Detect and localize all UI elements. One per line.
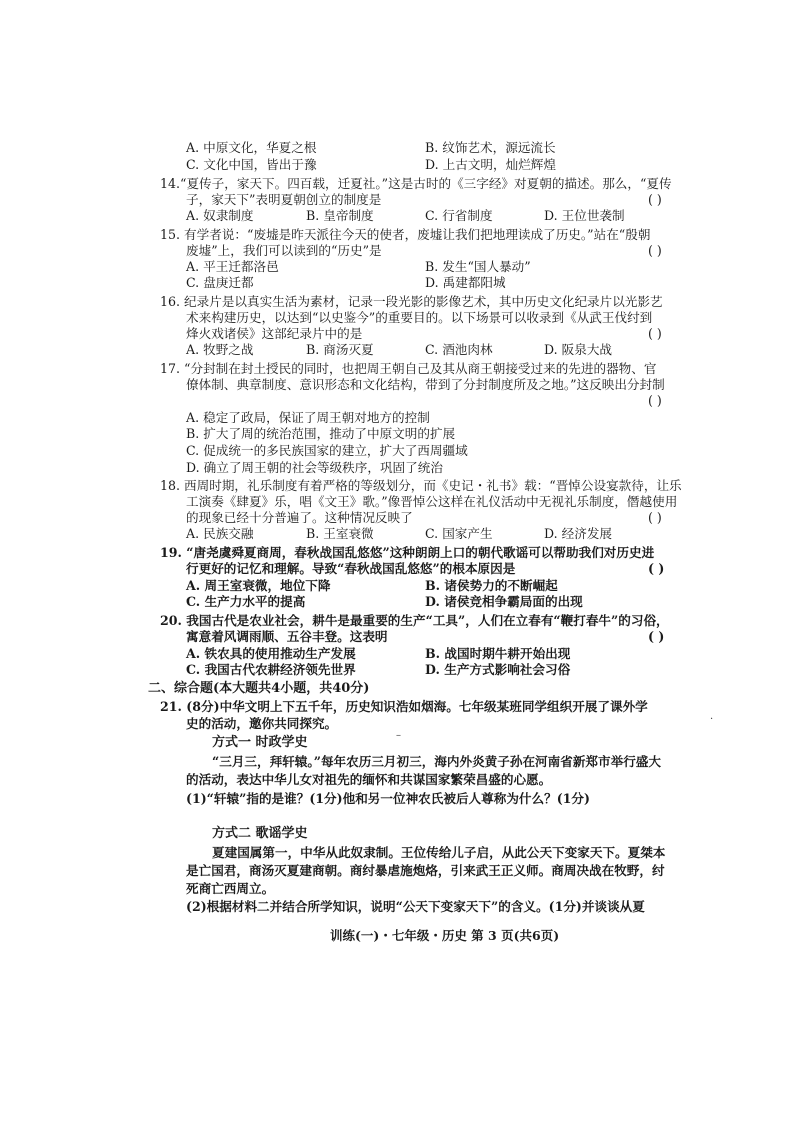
q16-stem-line1: 16. 纪录片是以真实生活为素材，记录一段光影的影像艺术，其中历史文化纪录片以光影艺 — [160, 294, 663, 309]
q18-stem-line3: 的现象已经十分普遍了。这种情况反映了 — [186, 510, 413, 525]
q19-stem-line2: 行更好的记忆和理解。导致“春秋战国乱悠悠”的根本原因是 — [186, 561, 516, 576]
page-footer: 训练(一)・七年级・历史 第 3 页(共6页) — [330, 928, 560, 943]
q14-answer-bracket: ( ) — [648, 192, 662, 207]
q16-option-b: B. 商汤灭夏 — [306, 342, 374, 357]
q19-stem-line1: 19. “唐尧虞舜夏商周，春秋战国乱悠悠”这种朗朗上口的朝代歌谣可以帮助我们对历史进 — [160, 545, 655, 560]
q20-option-b: B. 战国时期牛耕开始出现 — [425, 646, 571, 661]
q21-stem-line2: 史的活动，邀你共同探究。 — [186, 716, 338, 731]
q21-stem-line1: 21. (8分)中华文明上下五千年，历史知识浩如烟海。七年级某班同学组织开展了课外学 — [160, 699, 648, 714]
q21-way2-material-line3: 死商亡西周立。 — [186, 881, 275, 896]
q15-option-b: B. 发生“国人暴动” — [425, 259, 531, 274]
q19-option-a: A. 周王室衰微，地位下降 — [186, 578, 331, 593]
q20-stem-line1: 20. 我国古代是农业社会，耕牛是最重要的生产“工具”，人们在立春有“鞭打春牛”的习俗， — [160, 613, 669, 628]
q17-option-d: D. 确立了周王朝的社会等级秩序，巩固了统治 — [186, 460, 443, 475]
q15-answer-bracket: ( ) — [648, 243, 662, 258]
q21-way2-title: 方式二 歌谣学史 — [212, 826, 308, 841]
q16-option-c: C. 酒池肉林 — [425, 342, 493, 357]
q19-option-d: D. 诸侯竞相争霸局面的出现 — [425, 594, 583, 609]
q15-option-c: C. 盘庚迁都 — [186, 275, 254, 290]
q18-stem-line1: 18. 西周时期，礼乐制度有着严格的等级划分，而《史记・礼书》载：“晋悼公设宴款待，让乐 — [160, 478, 682, 493]
q17-stem-line1: 17. “分封制在封土授民的同时，也把周王朝自己及其从商王朝接受过来的先进的器物、官 — [160, 361, 657, 376]
q20-answer-bracket: ( ) — [648, 629, 665, 644]
q21-way1-material-line1: “三月三，拜轩辕。”每年农历三月初三，海内外炎黄子孙在河南省新郑市举行盛大 — [212, 754, 661, 769]
q17-stem-line2: 僚体制、典章制度、意识形态和文化结构，带到了分封制度所及之地。”这反映出分封制 — [186, 377, 665, 392]
q16-option-a: A. 牧野之战 — [186, 342, 254, 357]
q16-stem-line3: 烽火戏诸侯》这部纪录片中的是 — [186, 326, 363, 341]
q21-way1-material-line2: 的活动，表达中华儿女对祖先的缅怀和共谋国家繁荣昌盛的心愿。 — [186, 772, 552, 787]
q17-option-a: A. 稳定了政局，保证了周王朝对地方的控制 — [186, 410, 430, 425]
q13-option-b: B. 纹饰艺术，源远流长 — [425, 140, 556, 155]
q14-option-c: C. 行省制度 — [425, 208, 493, 223]
q21-subquestion-1: (1)“轩辕”指的是谁？(1分)他和另一位神农氏被后人尊称为什么？(1分) — [186, 791, 590, 806]
q18-option-b: B. 王室衰微 — [306, 526, 374, 541]
q14-stem-line1: 14.“夏传子，家天下。四百载，迁夏社。”这是古时的《三字经》对夏朝的描述。那么，“夏传 — [160, 176, 672, 191]
q19-option-b: B. 诸侯势力的不断崛起 — [425, 578, 558, 593]
q15-stem-line1: 15. 有学者说：“废墟是昨天派往今天的使者，废墟让我们把地理读成了历史。”站在“殷朝 — [160, 227, 651, 242]
q17-option-c: C. 促成统一的多民族国家的建立，扩大了西周疆域 — [186, 443, 468, 458]
q19-option-c: C. 生产力水平的提高 — [186, 594, 306, 609]
q18-stem-line2: 工演奏《肆夏》乐，唱《文王》歌。”像晋悼公这样在礼仪活动中无视礼乐制度，僭越使用 — [186, 494, 678, 509]
q20-option-a: A. 铁农具的使用推动生产发展 — [186, 646, 356, 661]
q13-option-a: A. 中原文化，华夏之根 — [186, 140, 317, 155]
q13-option-c: C. 文化中国，皆出于豫 — [186, 157, 317, 172]
q21-way2-material-line1: 夏建国属第一，中华从此奴隶制。王位传给儿子启，从此公天下变家天下。夏桀本 — [212, 845, 666, 860]
q15-option-a: A. 平王迁都洛邑 — [186, 259, 279, 274]
q19-answer-bracket: ( ) — [648, 561, 665, 576]
q16-stem-line2: 术来构建历史，以达到“以史鉴今”的重要目的。以下场景可以收录到《从武王伐纣到 — [186, 310, 653, 325]
q20-option-c: C. 我国古代农耕经济领先世界 — [186, 662, 356, 677]
q20-stem-line2: 寓意着风调雨顺、五谷丰登。这表明 — [186, 629, 388, 644]
q16-option-d: D. 阪泉大战 — [544, 342, 613, 357]
scan-speck: – — [396, 730, 401, 741]
q13-option-d: D. 上古文明，灿烂辉煌 — [425, 157, 556, 172]
q17-answer-bracket: ( ) — [648, 393, 662, 408]
q14-option-b: B. 皇帝制度 — [306, 208, 374, 223]
q14-stem-line2: 子，家天下”表明夏朝创立的制度是 — [186, 192, 382, 207]
q21-subquestion-2: (2)根据材料二并结合所学知识，说明“公天下变家天下”的含义。(1分)并谈谈从夏 — [186, 899, 645, 914]
scan-speck: · — [710, 714, 714, 725]
q14-option-d: D. 王位世袭制 — [544, 208, 625, 223]
q18-option-c: C. 国家产生 — [425, 526, 493, 541]
q15-option-d: D. 禹建都阳城 — [425, 275, 506, 290]
q17-option-b: B. 扩大了周的统治范围，推动了中原文明的扩展 — [186, 426, 456, 441]
q20-option-d: D. 生产方式影响社会习俗 — [425, 662, 571, 677]
q18-option-d: D. 经济发展 — [544, 526, 613, 541]
q15-stem-line2: 废墟”上，我们可以读到的“历史”是 — [186, 243, 382, 258]
q18-answer-bracket: ( ) — [648, 510, 662, 525]
q14-option-a: A. 奴隶制度 — [186, 208, 254, 223]
q21-way1-title: 方式一 时政学史 — [212, 735, 308, 750]
q21-way2-material-line2: 是亡国君，商汤灭夏建商朝。商纣暴虐施炮烙，引来武王正义师。商周决战在牧野，纣 — [186, 863, 665, 878]
q18-option-a: A. 民族交融 — [186, 526, 254, 541]
section-title-comprehensive: 二、综合题(本大题共4小题，共40分) — [148, 681, 370, 696]
q16-answer-bracket: ( ) — [648, 326, 662, 341]
